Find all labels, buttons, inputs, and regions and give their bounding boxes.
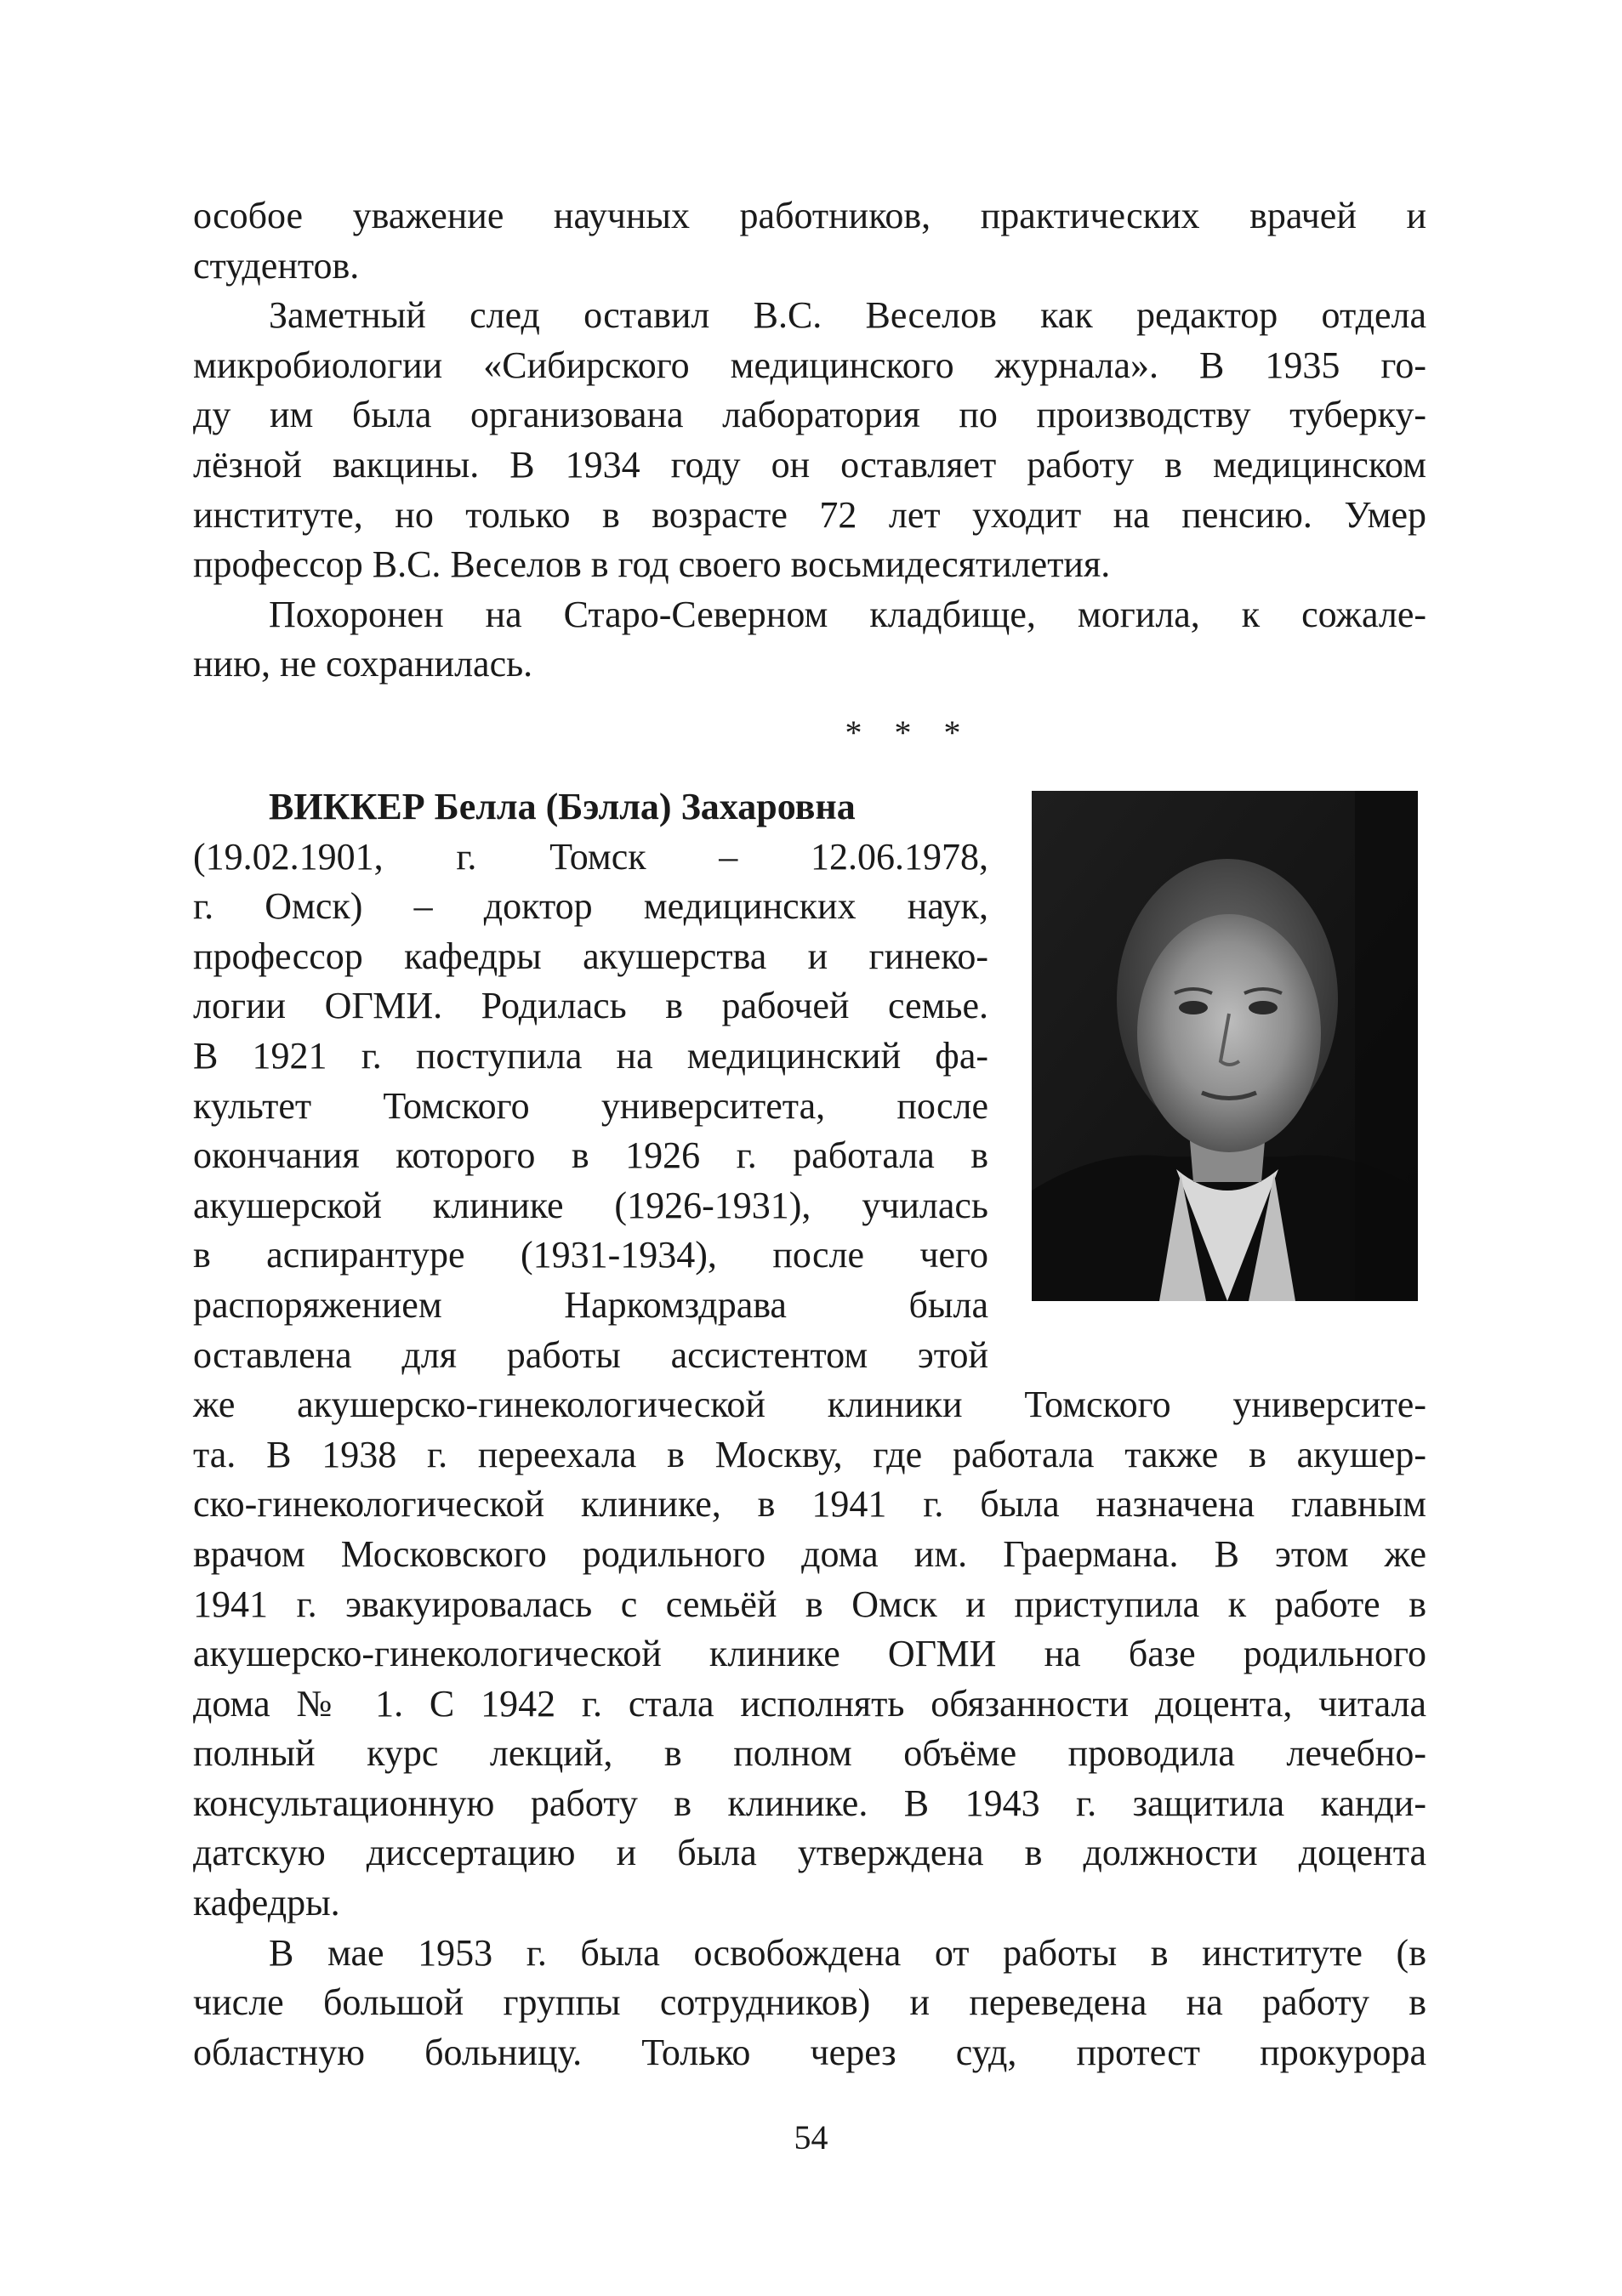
text-line: ско-гинекологической клинике, в 1941 г. была назначена главным — [193, 1483, 1426, 1526]
portrait-photo — [1032, 791, 1418, 1301]
text-line: консультационную работу в клинике. В 1943 г. защитила канди- — [193, 1782, 1426, 1824]
text-line: та. В 1938 г. переехала в Москву, где работала также в акушер- — [193, 1433, 1426, 1475]
text-line: окончания которого в 1926 г. работала в — [193, 1134, 988, 1177]
bio-narrow-column — [193, 782, 988, 1380]
text-line: микробиологии «Сибирского медицинского журнала». В 1935 го- — [193, 344, 1426, 386]
text-line: дома № 1. С 1942 г. стала исполнять обязанности доцента, читала — [193, 1682, 1426, 1725]
text-line: профессор В.С. Веселов в год своего восьмидесятилетия. — [193, 543, 1111, 586]
text-line: В мае 1953 г. была освобождена от работы в институте (в — [269, 1931, 1426, 1974]
text-line: студентов. — [193, 244, 360, 287]
text-line: числе большой группы сотрудников) и переведена на работу в — [193, 1981, 1426, 2024]
text-line: логии ОГМИ. Родилась в рабочей семье. — [193, 985, 988, 1027]
text-line: Заметный след оставил В.С. Веселов как редактор отдела — [269, 294, 1426, 337]
text-line: г. Омск) – доктор медицинских наук, — [193, 885, 988, 928]
text-line: врачом Московского родильного дома им. Граермана. В этом же — [193, 1532, 1426, 1575]
text-line: Похоронен на Старо-Северном кладбище, могила, к сожале- — [269, 593, 1426, 635]
text-line: акушерской клинике (1926-1931), училась — [193, 1184, 988, 1226]
text-line: кафедры. — [193, 1882, 340, 1924]
text-line: полный курс лекций, в полном объёме проводила лечебно- — [193, 1732, 1426, 1775]
text-line: ду им была организована лаборатория по производству туберку- — [193, 394, 1426, 436]
top-text-block — [193, 191, 1426, 690]
text-line: нию, не сохранилась. — [193, 643, 533, 685]
text-line: областную больницу. Только через суд, протест прокурора — [193, 2031, 1426, 2073]
portrait-image — [1032, 791, 1418, 1301]
text-line: лёзной вакцины. В 1934 году он оставляет работу в медицинском — [193, 443, 1426, 486]
text-line: датскую диссертацию и была утверждена в должности доцента — [193, 1832, 1426, 1874]
section-separator: * * * — [845, 713, 973, 752]
text-line: оставлена для работы ассистентом этой — [193, 1333, 988, 1376]
page-number: 54 — [794, 2118, 828, 2157]
text-line: 1941 г. эвакуировалась с семьёй в Омск и приступила к работе в — [193, 1583, 1426, 1625]
text-line: (19.02.1901, г. Томск – 12.06.1978, — [193, 835, 988, 878]
text-line: акушерско-гинекологической клинике ОГМИ на базе родильного — [193, 1633, 1426, 1675]
text-line: институте, но только в возрасте 72 лет уходит на пенсию. Умер — [193, 493, 1426, 536]
bio-name-heading: ВИККЕР Белла (Бэлла) Захаровна — [269, 786, 856, 827]
text-line: В 1921 г. поступила на медицинский фа- — [193, 1034, 988, 1077]
text-line: распоряжением Наркомздрава была — [193, 1283, 988, 1326]
text-line: в аспирантуре (1931-1934), после чего — [193, 1234, 988, 1276]
text-line: профессор кафедры акушерства и гинеко- — [193, 935, 988, 977]
text-line: культет Томского университета, после — [193, 1084, 988, 1127]
text-line: особое уважение научных работников, практических врачей и — [193, 195, 1426, 236]
text-line: же акушерско-гинекологической клиники Томского университе- — [193, 1384, 1426, 1426]
